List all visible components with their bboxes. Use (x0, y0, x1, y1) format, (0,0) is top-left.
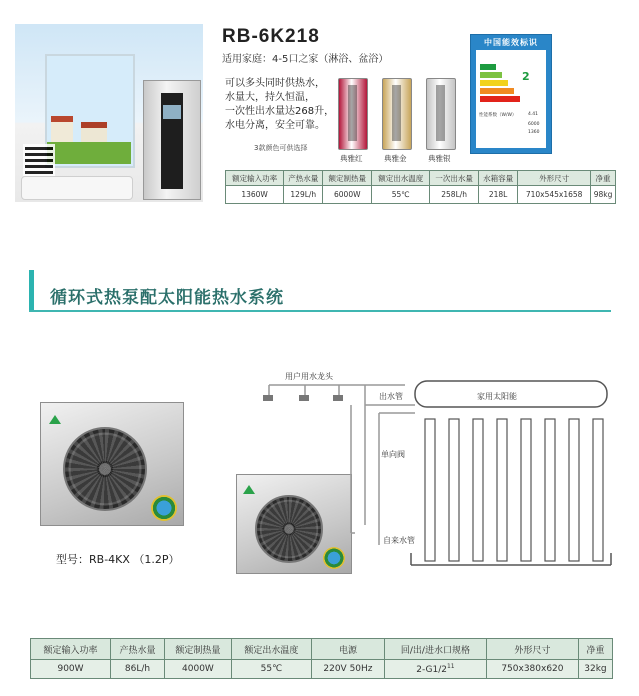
silver-tank-image (426, 78, 456, 150)
table-header: 额定输入功率 (226, 171, 284, 186)
system-diagram (255, 365, 615, 580)
family-size-text: 适用家庭：4-5口之家（淋浴、盆浴） (222, 54, 389, 65)
energy-value: 4.41 (528, 112, 539, 117)
section-accent-bar (29, 270, 34, 310)
table-cell: 750x380x620 (486, 660, 578, 679)
section-title: 循环式热泵配太阳能热水系统 (50, 288, 284, 308)
table-cell: 86L/h (111, 660, 165, 679)
color-label-gold: 典雅金 (384, 154, 407, 163)
table-cell: 900W (31, 660, 111, 679)
feature-line: 可以多头同时供热水， (225, 78, 325, 89)
gold-tank-image (382, 78, 412, 150)
table-cell: 218L (479, 186, 518, 204)
feature-line: 一次性出水量达268升， (225, 106, 335, 117)
table-cell: 129L/h (284, 186, 323, 204)
table-cell: 220V 50Hz (311, 660, 384, 679)
color-label-red: 典雅红 (340, 154, 363, 163)
table-cell: 1360W (226, 186, 284, 204)
spec-superscript: 11 (446, 663, 455, 670)
label-faucet: 用户用水龙头 (285, 372, 333, 381)
energy-bar (480, 96, 520, 102)
color-label-silver: 典雅银 (428, 154, 451, 163)
table-header: 产热水量 (111, 639, 165, 660)
table-header: 回/出/进水口规格 (384, 639, 486, 660)
table-header-row (226, 171, 616, 186)
table-cell (384, 660, 486, 679)
spec-table-top (225, 170, 616, 204)
table-header: 电源 (311, 639, 384, 660)
table-header: 额定制热量 (323, 171, 372, 186)
energy-row3-value: 1360 (528, 130, 540, 135)
energy-value-label: 性能系数（W/W） (479, 113, 517, 118)
vacuum-tubes (425, 419, 603, 561)
spec-table-bottom (30, 638, 613, 679)
table-row (226, 186, 616, 204)
spec-value: 2-G1/2 (416, 665, 447, 675)
label-check-valve: 单向阀 (381, 450, 405, 459)
table-cell: 710x545x1658 (518, 186, 591, 204)
table-cell: 32kg (578, 660, 612, 679)
table-row (31, 660, 613, 679)
feature-line: 水量大，持久恒温， (225, 92, 315, 103)
label-tap-water: 自来水管 (383, 536, 415, 545)
energy-bar (480, 64, 496, 70)
model-label: 型号：RB-4KX （1.2P） (56, 553, 180, 566)
energy-bar (480, 80, 508, 86)
fan-icon (63, 427, 147, 511)
label-solar: 家用太阳能 (477, 392, 517, 401)
product-photo (15, 24, 203, 202)
table-header: 额定出水温度 (231, 639, 311, 660)
table-header: 一次出水量 (430, 171, 479, 186)
faucet-icons (263, 395, 343, 401)
table-header: 额定制热量 (164, 639, 231, 660)
brand-logo-icon (49, 415, 61, 424)
model-title: RB-6K218 (222, 26, 320, 47)
heat-pump-unit-large (40, 402, 184, 526)
badge-icon (151, 495, 177, 521)
energy-bar (480, 88, 514, 94)
section-divider (29, 310, 611, 312)
energy-grade: 2 (522, 70, 530, 83)
table-header-row (31, 639, 613, 660)
table-cell: 55℃ (372, 186, 430, 204)
table-header: 产热水量 (284, 171, 323, 186)
brand-logo-icon (243, 485, 255, 494)
qr-code (23, 144, 55, 176)
table-cell: 4000W (164, 660, 231, 679)
label-outlet: 出水管 (379, 392, 403, 401)
table-cell: 6000W (323, 186, 372, 204)
table-cell: 98kg (591, 186, 616, 204)
table-header: 净重 (578, 639, 612, 660)
energy-efficiency-label (470, 34, 552, 154)
table-header: 外形尺寸 (518, 171, 591, 186)
table-header: 净重 (591, 171, 616, 186)
colors-note: 3款颜色可供选择 (254, 144, 308, 152)
table-cell: 55℃ (231, 660, 311, 679)
energy-bar (480, 72, 502, 78)
energy-row2-value: 6000 (528, 122, 540, 127)
table-header: 水箱容量 (479, 171, 518, 186)
red-tank-image (338, 78, 368, 150)
feature-line: 水电分离，安全可靠。 (225, 120, 325, 131)
table-header: 额定输入功率 (31, 639, 111, 660)
energy-label-title: 中国能效标识 (484, 38, 538, 47)
table-cell: 258L/h (430, 186, 479, 204)
water-heater-image (143, 80, 201, 200)
table-header: 额定出水温度 (372, 171, 430, 186)
table-header: 外形尺寸 (486, 639, 578, 660)
